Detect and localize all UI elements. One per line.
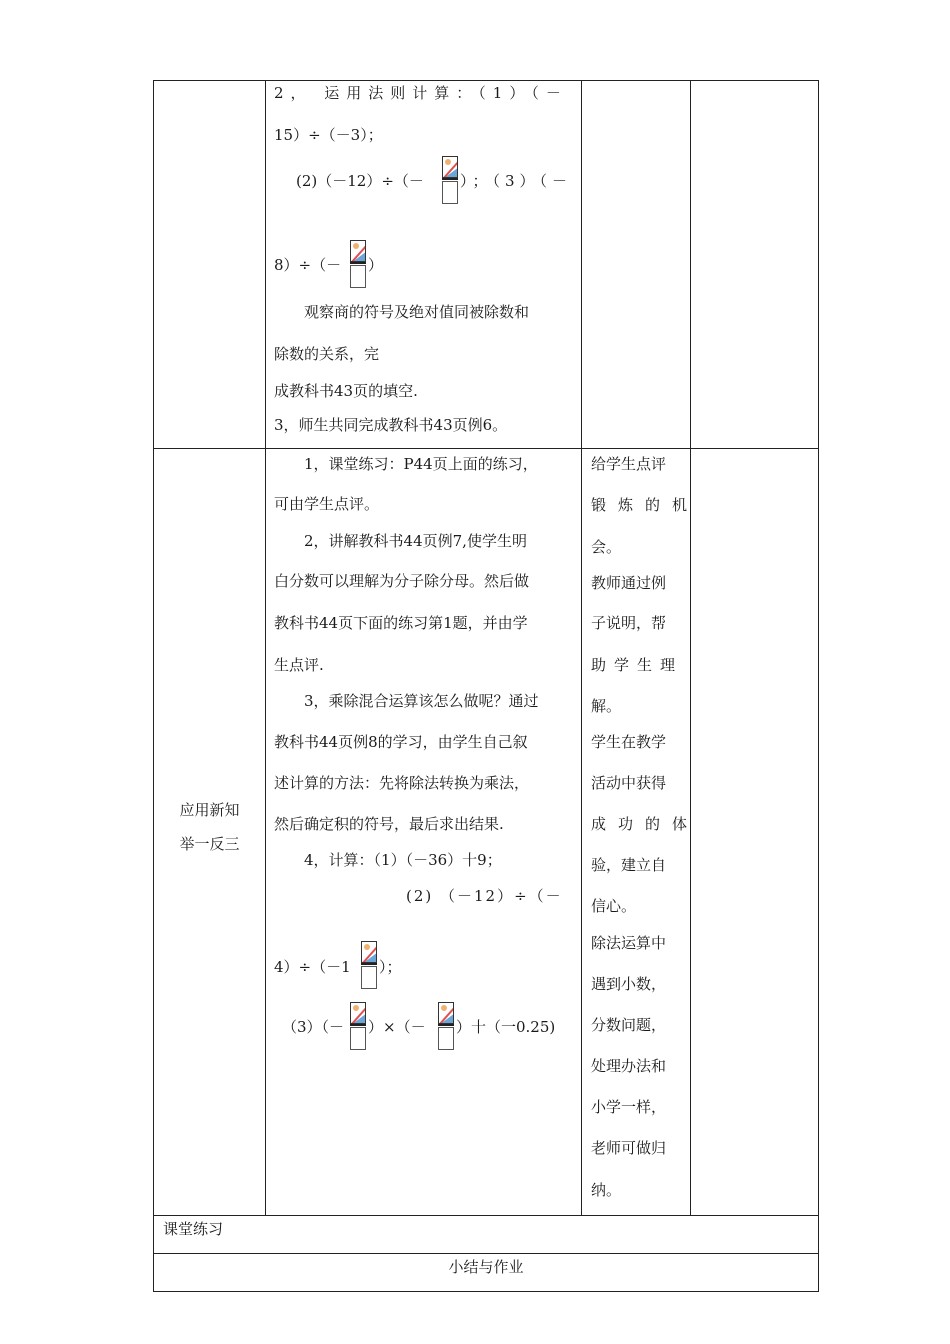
stage-label-line-1: 应用新知 — [179, 801, 240, 819]
activity-line-14c: ）十（一0.25) — [456, 1018, 556, 1036]
activity-line-6: 生点评. — [274, 656, 324, 674]
row-divider-2 — [153, 1215, 819, 1216]
activity-line-14a: （3）（－ — [282, 1018, 345, 1036]
row-divider-1 — [153, 448, 819, 449]
activity-line-8: 教科书44页例8的学习，由学生自己叙 — [274, 733, 528, 751]
table-border-bottom — [153, 1291, 819, 1292]
note-line-1: 给学生点评 — [591, 455, 667, 473]
note-line-11: 验，建立自 — [591, 856, 667, 874]
activity-line-13b: ）； — [379, 958, 402, 976]
column-divider-3 — [690, 80, 691, 1215]
upper-line-3a: (2)（－12）÷（－ — [296, 172, 424, 190]
activity-line-7: 3，乘除混合运算该怎么做呢？通过 — [304, 692, 539, 710]
note-line-10: 成功的体 — [591, 815, 700, 833]
upper-line-5: 观察商的符号及绝对值同被除数和 — [304, 303, 530, 321]
note-line-9: 活动中获得 — [591, 774, 667, 792]
table-border-left — [153, 80, 154, 1292]
note-line-15: 分数问题， — [591, 1016, 667, 1034]
note-line-4: 教师通过例 — [591, 574, 667, 592]
fraction-image-3 — [361, 941, 377, 989]
column-divider-1 — [265, 80, 266, 1215]
upper-line-7: 成教科书43页的填空. — [274, 382, 418, 400]
note-line-18: 老师可做归 — [591, 1139, 667, 1157]
upper-line-1: 2， 运用法则计算：（1）（－ — [274, 84, 568, 102]
fraction-image-4 — [350, 1002, 366, 1050]
row-divider-3 — [153, 1253, 819, 1254]
note-line-5: 子说明，帮 — [591, 614, 667, 632]
note-line-3: 会。 — [591, 538, 622, 556]
activity-line-4: 白分数可以理解为分子除分母。然后做 — [274, 572, 530, 590]
upper-line-4b: ） — [368, 256, 384, 274]
table-border-top — [153, 80, 819, 81]
activity-line-11: 4，计算：（1）（－36）十9； — [304, 851, 502, 869]
note-line-16: 处理办法和 — [591, 1057, 667, 1075]
activity-line-9: 述计算的方法：先将除法转换为乘法， — [274, 774, 530, 792]
note-line-2: 锻炼的机 — [591, 496, 700, 514]
note-line-7: 解。 — [591, 697, 622, 715]
activity-line-1: 1，课堂练习：P44页上面的练习， — [304, 455, 538, 473]
table-border-right — [818, 80, 819, 1292]
upper-line-8: 3，师生共同完成教科书43页例6。 — [274, 416, 508, 434]
fraction-image-1 — [442, 156, 458, 204]
stage-label-line-2: 举一反三 — [179, 835, 240, 853]
note-line-8: 学生在教学 — [591, 733, 667, 751]
upper-line-6: 除数的关系，完 — [274, 345, 380, 363]
activity-line-5: 教科书44页下面的练习第1题，并由学 — [274, 614, 528, 632]
activity-line-12: (2) （－12）÷（－ — [406, 887, 563, 905]
upper-line-4a: 8）÷（－ — [274, 256, 342, 274]
activity-line-13a: 4）÷（－1 — [274, 958, 351, 976]
note-line-6: 助学生理 — [591, 656, 684, 674]
note-line-12: 信心。 — [591, 897, 637, 915]
activity-line-3: 2，讲解教科书44页例7,使学生明 — [304, 532, 527, 550]
note-line-14: 遇到小数， — [591, 975, 667, 993]
practice-row-label: 课堂练习 — [163, 1220, 224, 1238]
upper-line-2: 15）÷（－3）； — [274, 126, 383, 144]
activity-line-10: 然后确定积的符号，最后求出结果. — [274, 815, 504, 833]
upper-line-3b: ）；（3）（－ — [460, 172, 573, 190]
activity-line-2: 可由学生点评。 — [274, 495, 380, 513]
fraction-image-5 — [438, 1002, 454, 1050]
note-line-17: 小学一样， — [591, 1098, 667, 1116]
note-line-13: 除法运算中 — [591, 934, 667, 952]
summary-row-label: 小结与作业 — [448, 1258, 524, 1276]
fraction-image-2 — [350, 240, 366, 288]
note-line-19: 纳。 — [591, 1181, 622, 1199]
activity-line-14b: ）×（－ — [368, 1018, 426, 1036]
column-divider-2 — [581, 80, 582, 1215]
